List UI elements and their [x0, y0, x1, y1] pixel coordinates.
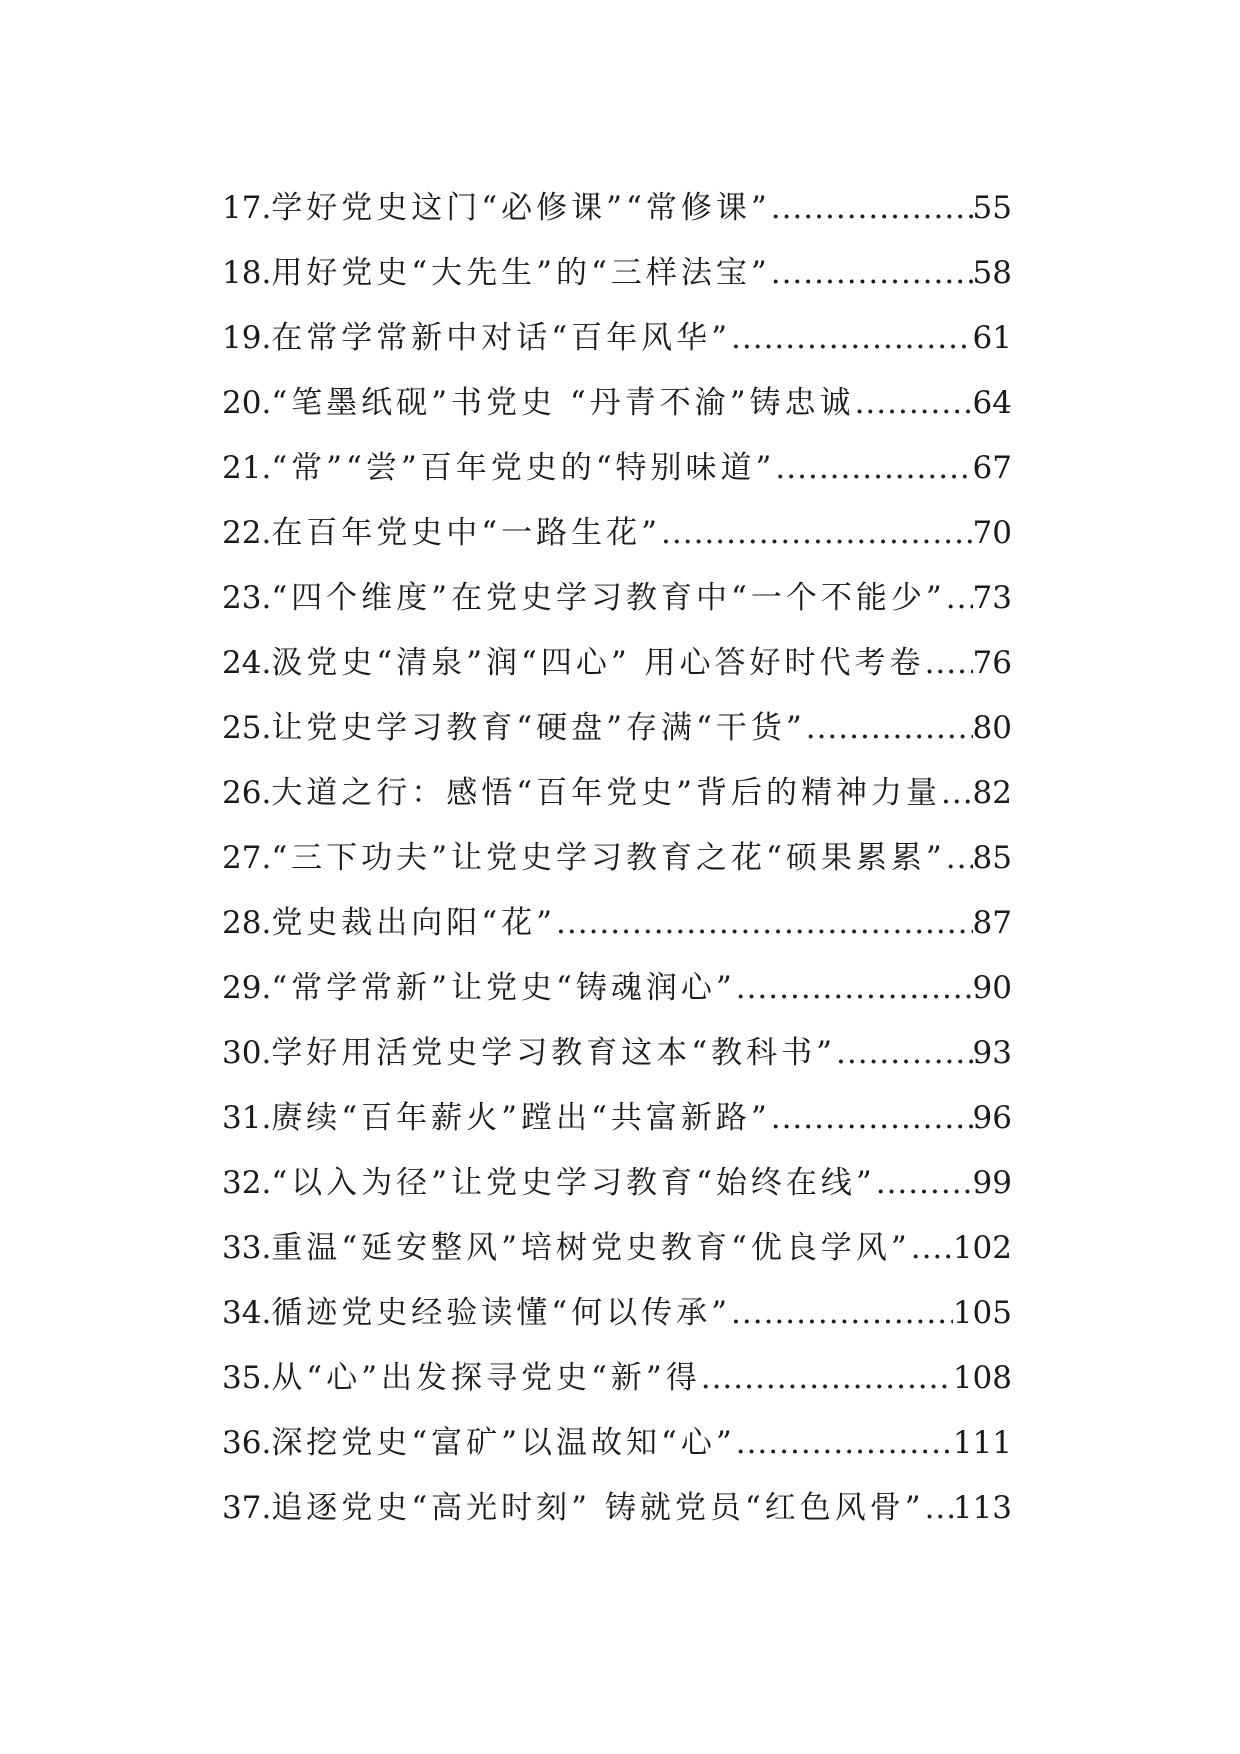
- toc-entry[interactable]: [222, 436, 1012, 501]
- entry-title: 汲党史“清泉”润“四心” 用心答好时代考卷: [271, 645, 925, 681]
- entry-title: 在百年党史中“一路生花”: [271, 515, 662, 551]
- dot-leader: [661, 501, 973, 566]
- entry-title: “以入为径”让党史学习教育“始终在线”: [271, 1165, 876, 1201]
- entry-page-number: 102: [952, 1230, 1012, 1266]
- entry-number: 34.: [222, 1295, 272, 1331]
- entry-page-number: 96: [972, 1100, 1012, 1136]
- toc-entry[interactable]: [222, 241, 1012, 306]
- dot-leader: [731, 1281, 953, 1346]
- toc-entry[interactable]: [222, 1281, 1012, 1346]
- dot-leader: [855, 371, 973, 436]
- toc-entry[interactable]: [222, 1021, 1012, 1086]
- dot-leader: [775, 436, 972, 501]
- dot-leader: [771, 1086, 973, 1151]
- entry-number: 35.: [222, 1360, 272, 1396]
- dot-leader: [925, 1476, 953, 1541]
- entry-page-number: 55: [972, 190, 1012, 226]
- dot-leader: [736, 1411, 953, 1476]
- dot-leader: [946, 826, 973, 891]
- toc-entry[interactable]: [222, 696, 1012, 761]
- entry-number: 21.: [222, 450, 272, 486]
- entry-page-number: 99: [972, 1165, 1012, 1201]
- dot-leader: [556, 891, 973, 956]
- dot-leader: [941, 761, 973, 826]
- dot-leader: [771, 241, 973, 306]
- entry-page-number: 108: [952, 1360, 1012, 1396]
- entry-number: 31.: [222, 1100, 272, 1136]
- entry-number: 25.: [222, 710, 272, 746]
- entry-title: 在常学常新中对话“百年风华”: [271, 320, 732, 356]
- dot-leader: [836, 1021, 973, 1086]
- entry-title: 循迹党史经验读懂“何以传承”: [271, 1295, 732, 1331]
- toc-entry[interactable]: [222, 501, 1012, 566]
- entry-title: “常”“尝”百年党史的“特别味道”: [271, 450, 776, 486]
- entry-number: 18.: [222, 255, 272, 291]
- entry-page-number: 76: [972, 645, 1012, 681]
- toc-entry[interactable]: [222, 891, 1012, 956]
- toc-entry[interactable]: [222, 371, 1012, 436]
- entry-number: 37.: [222, 1490, 272, 1526]
- entry-page-number: 64: [972, 385, 1012, 421]
- entry-number: 27.: [222, 840, 272, 876]
- entry-number: 17.: [222, 190, 272, 226]
- entry-number: 36.: [222, 1425, 272, 1461]
- toc-entry[interactable]: [222, 306, 1012, 371]
- dot-leader: [731, 306, 973, 371]
- entry-number: 22.: [222, 515, 272, 551]
- entry-title: 重温“延安整风”培树党史教育“优良学风”: [271, 1230, 911, 1266]
- toc-entry[interactable]: [222, 956, 1012, 1021]
- entry-title: 党史裁出向阳“花”: [271, 905, 557, 941]
- entry-number: 30.: [222, 1035, 272, 1071]
- toc-entry[interactable]: [222, 566, 1012, 631]
- entry-title: 追逐党史“高光时刻” 铸就党员“红色风骨”: [271, 1490, 925, 1526]
- dot-leader: [771, 176, 973, 241]
- entry-page-number: 67: [972, 450, 1012, 486]
- dot-leader: [736, 956, 973, 1021]
- entry-number: 29.: [222, 970, 272, 1006]
- entry-title: “四个维度”在党史学习教育中“一个不能少”: [271, 580, 946, 616]
- entry-number: 32.: [222, 1165, 272, 1201]
- toc-entry[interactable]: [222, 1411, 1012, 1476]
- toc-entry[interactable]: [222, 631, 1012, 696]
- entry-page-number: 82: [972, 775, 1012, 811]
- toc-entry[interactable]: [222, 1151, 1012, 1216]
- entry-page-number: 85: [972, 840, 1012, 876]
- dot-leader: [701, 1346, 953, 1411]
- toc-entry[interactable]: [222, 1476, 1012, 1541]
- dot-leader: [946, 566, 973, 631]
- entry-title: 学好用活党史学习教育这本“教科书”: [271, 1035, 837, 1071]
- entry-number: 33.: [222, 1230, 272, 1266]
- entry-number: 20.: [222, 385, 272, 421]
- entry-page-number: 87: [972, 905, 1012, 941]
- dot-leader: [806, 696, 973, 761]
- entry-page-number: 93: [972, 1035, 1012, 1071]
- dot-leader: [876, 1151, 973, 1216]
- entry-page-number: 90: [972, 970, 1012, 1006]
- toc-entry[interactable]: [222, 826, 1012, 891]
- entry-title: 赓续“百年薪火”蹚出“共富新路”: [271, 1100, 771, 1136]
- entry-page-number: 58: [972, 255, 1012, 291]
- entry-title: “笔墨纸砚”书党史 “丹青不渝”铸忠诚: [271, 385, 855, 421]
- entry-page-number: 70: [972, 515, 1012, 551]
- entry-page-number: 105: [952, 1295, 1012, 1331]
- entry-title: “三下功夫”让党史学习教育之花“硕果累累”: [271, 840, 946, 876]
- toc-entry[interactable]: [222, 1346, 1012, 1411]
- toc-entry[interactable]: [222, 1216, 1012, 1281]
- entry-number: 24.: [222, 645, 272, 681]
- toc-entry[interactable]: [222, 761, 1012, 826]
- entry-number: 19.: [222, 320, 272, 356]
- toc-entry[interactable]: [222, 176, 1012, 241]
- entry-page-number: 113: [952, 1490, 1012, 1526]
- entry-number: 28.: [222, 905, 272, 941]
- entry-page-number: 80: [972, 710, 1012, 746]
- dot-leader: [925, 631, 973, 696]
- entry-title: 用好党史“大先生”的“三样法宝”: [271, 255, 771, 291]
- entry-title: 大道之行：感悟“百年党史”背后的精神力量: [271, 775, 942, 811]
- entry-number: 26.: [222, 775, 272, 811]
- entry-title: 让党史学习教育“硬盘”存满“干货”: [271, 710, 806, 746]
- entry-title: “常学常新”让党史“铸魂润心”: [271, 970, 736, 1006]
- entry-page-number: 111: [952, 1425, 1012, 1461]
- table-of-contents: [222, 176, 1012, 1541]
- entry-page-number: 61: [972, 320, 1012, 356]
- entry-title: 学好党史这门“必修课”“常修课”: [271, 190, 771, 226]
- entry-number: 23.: [222, 580, 272, 616]
- entry-page-number: 73: [972, 580, 1012, 616]
- dot-leader: [911, 1216, 953, 1281]
- entry-title: 从“心”出发探寻党史“新”得: [271, 1360, 701, 1396]
- entry-title: 深挖党史“富矿”以温故知“心”: [271, 1425, 736, 1461]
- toc-entry[interactable]: [222, 1086, 1012, 1151]
